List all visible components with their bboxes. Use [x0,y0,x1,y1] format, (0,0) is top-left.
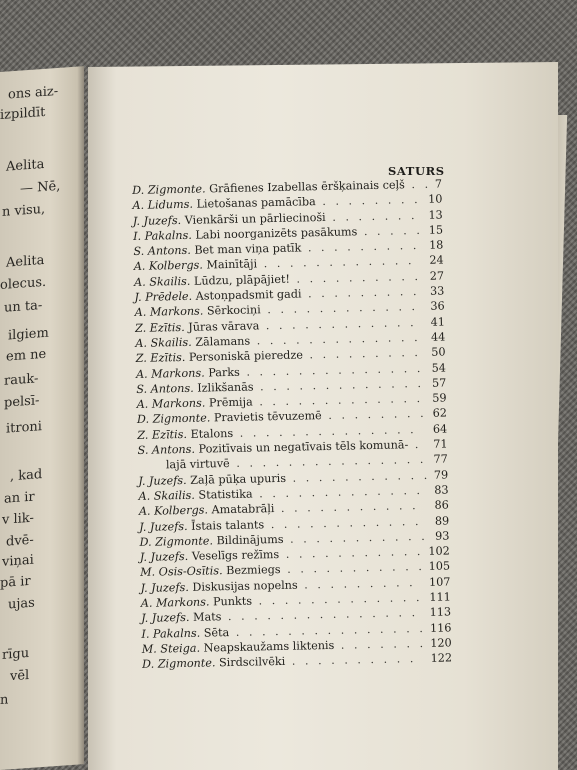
toc-entry-author: J. Juzefs. [139,519,188,534]
toc-entry-author: A. Markons. [136,396,206,412]
toc-entry-page: 24 [429,253,444,268]
toc-entry-page: 41 [430,315,446,329]
toc-leader-dots: . . [404,177,432,192]
toc-leader-dots: . . . . . . . . . . . . [257,254,415,271]
toc-leader-dots: . . . . . . . . . . . . . . . [229,453,427,471]
toc-leader-dots: . . . . . [357,223,424,239]
toc-entry-author: J. Juzefs. [140,611,190,626]
toc-leader-dots: . . . . . . . . . . . . . [253,376,425,394]
toc-leader-dots: . . . . . . . . . . . . . . [239,361,424,379]
left-page-line: an ir [4,489,35,507]
left-page-line: izpildīt [0,104,46,123]
left-page-line: olecus. [0,274,47,293]
toc-entry-page: 36 [430,299,445,314]
toc-entry-author: A. Markons. [135,366,205,381]
toc-entry-author: D. Zigmonte. [139,534,214,549]
toc-entry-author: A. Skailis. [138,488,196,503]
toc-entry-title: Etalons [190,426,234,441]
toc-entry-title: Jūras vārava [188,319,260,334]
toc-entry-title: Bezmiegs [226,563,281,578]
toc-entry-title: Veselīgs režīms [191,548,280,563]
toc-entry-page: 27 [429,269,445,283]
toc-entry-page: 44 [430,330,446,344]
left-page-line: ujas [8,595,35,613]
toc-entry-page: 93 [435,529,450,543]
toc-leader-dots: . . . . . . . . . . . . . . [232,422,417,440]
toc-entry-page: 64 [432,422,448,436]
toc-entry-title: Sirdscilvēki [218,655,286,670]
toc-leader-dots: . . . . . . . . . . . . [260,300,419,317]
toc-entry-page: 71 [433,437,448,451]
toc-leader-dots: . . . . . . . . . . . [279,545,424,562]
left-page-line: un ta- [4,298,43,316]
left-page-line: rīgu [2,645,30,663]
toc-entry-author: A. Skailis. [133,274,191,289]
toc-leader-dots: . . . . . . . . . . . . . [251,591,423,608]
toc-entry-author: Z. Ezītis. [137,427,188,442]
toc-entry-author: I. Pakalns. [141,626,201,641]
toc-entry-title: Parks [208,365,240,380]
toc-entry-page: 15 [428,223,444,237]
toc-entry-page: 77 [433,452,448,467]
toc-entry-author: A. Markons. [134,304,204,320]
toc-entry-title: Pravietis tēvuzemē [213,409,322,425]
toc-leader-dots: . . . . . . . . . . . [274,499,419,516]
toc-leader-dots: . . . . . . . . . . . . [259,315,417,333]
left-page-line: ons aiz- [8,83,59,103]
toc-leader-dots: . . . . . . . . . . . [283,529,428,546]
toc-entry-title: Lietošanas pamācība [196,195,316,211]
toc-entry-page: 116 [429,621,452,635]
toc-entry-page: 10 [428,192,443,207]
left-page-line: v lik- [2,510,34,528]
left-page-line: — Nē, [20,178,61,197]
toc-leader-dots: . . . . . . . . . . . . . [252,483,424,501]
toc-entry-author: J. Juzefs. [140,580,189,595]
left-page-line: dvē- [6,532,34,550]
toc-entry-page: 54 [431,361,447,375]
table-of-contents [132,177,452,673]
toc-entry-title: Mats [192,610,222,625]
toc-entry-title: Īstais talants [190,517,265,533]
left-page-line: n [0,692,9,708]
toc-entry-page: 122 [430,651,453,666]
left-page-line: Aelita [6,252,45,271]
toc-leader-dots: . . . . . . . . . . . . . . . [221,606,419,624]
toc-entry-page: 86 [434,498,449,512]
left-page-line: ilgiem [8,325,49,344]
toc-leader-dots: . . . . . . . . . [297,575,416,592]
toc-entry-author: D. Zigmonte. [136,411,211,427]
toc-entry-page: 102 [428,544,450,558]
toc-leader-dots: . . . . . . . . [315,193,421,209]
toc-entry-author: J. Juzefs. [132,213,182,228]
toc-entry-author: M. Steiga. [141,641,201,656]
left-page-line: viņai [2,552,34,570]
toc-entry-author: J. Prēdele. [134,289,193,305]
left-page-line: vēl [10,667,30,685]
toc-entry-title: Statistika [198,487,253,502]
toc-entry-author: A. Skailis. [135,335,192,350]
toc-entry-author: D. Zigmonte. [141,656,216,672]
toc-leader-dots: . . . . . . . . . . [289,269,422,286]
toc-entry-title: Izlikšanās [197,380,254,395]
toc-entry-title: Personiskā pieredze [188,348,304,365]
left-page [0,66,84,770]
left-page-line: Aelita [6,156,45,175]
toc-entry-author: A. Kolbergs. [133,259,204,274]
left-page-line: , kad [10,467,43,485]
toc-leader-dots: . . . . . . . . . . . . . . . [229,621,426,639]
toc-entry-page: 62 [432,406,448,421]
toc-entry-author: I. Pakalns. [132,228,193,243]
toc-entry-page: 79 [433,468,449,482]
toc-entry-page: 18 [428,238,444,252]
toc-entry-title: Amatabrāļi [211,502,275,517]
toc-leader-dots: . . . . . . . . . . . . [264,514,422,531]
toc-entry-author: A. Lidums. [132,198,194,213]
toc-entry-author: Z. Ezītis. [135,351,186,366]
toc-leader-dots: . . . . . . . . . [301,285,420,301]
toc-entry-title: Labi noorganizēts pasākums [195,225,358,242]
toc-entry-title: Zālamans [195,334,251,349]
toc-entry-page: 113 [429,605,452,620]
toc-entry-page: 57 [431,376,447,390]
left-page-line: itroni [6,419,42,437]
toc-entry-title: Mainītāji [206,257,258,272]
toc-entry-author: M. Osis-Osītis. [140,564,223,580]
toc-heading: SATURS [388,164,445,178]
toc-entry-title: Astoņpadsmit gadi [195,287,302,303]
toc-entry-author: D. Zigmonte. [132,182,206,197]
toc-entry-page: 59 [432,391,447,405]
left-page-line: pā ir [0,573,31,591]
toc-leader-dots: . . . . . . . . . . . [280,560,425,577]
toc-entry-page: 105 [428,559,451,574]
toc-entry-page: 89 [434,513,450,528]
toc-entry-title: Lūdzu, plāpājiet! [193,272,291,288]
toc-entry-page: 120 [430,636,452,650]
toc-leader-dots: . . . . . . . . . . . . . [250,330,421,348]
toc-entry-title: Punkts [212,594,253,609]
toc-leader-dots: . . . . . . . [334,636,427,652]
toc-leader-dots: . . . . . . . . . [301,239,420,255]
toc-entry-page: 111 [429,590,451,604]
toc-entry-title: Bet man viņa patīk [194,241,302,257]
toc-entry-page: 83 [434,483,449,497]
toc-entry-title: Pozitīvais un negatīvais tēls komunā- [198,438,409,456]
toc-entry-author: S. Antons. [137,442,196,457]
toc-entry-page: 13 [428,208,443,222]
toc-entry-author: J. Juzefs. [139,550,189,565]
toc-entry-author: Z. Ezītis. [134,320,185,335]
left-page-line: rauk- [4,371,39,389]
toc-entry-author: A. Markons. [140,595,210,610]
left-page-line: em ne [6,346,47,365]
toc-entry-page: 7 [434,177,443,191]
toc-entry-author: S. Antons. [136,381,194,396]
toc-entry-author: S. Antons. [133,243,191,259]
toc-entry-title: Prēmija [208,395,253,410]
toc-entry-title: Zaļā pūķa upuris [190,471,287,487]
toc-entry-title: lajā virtuvē [165,457,230,472]
toc-entry-author: J. Juzefs. [138,473,187,488]
toc-entry-page: 50 [431,345,446,360]
left-page-line: pelsī- [4,393,40,411]
toc-leader-dots: . . . . . . . . . . . . . [252,392,424,409]
toc-leader-dots: . . . . . . . . . . [285,652,417,669]
toc-leader-dots: . [408,438,422,452]
toc-entry-title: Vienkārši un pārliecinoši [184,210,326,227]
toc-entry-title: Diskusijas nopelns [192,578,298,594]
toc-entry-title: Neapskaužams liktenis [203,638,335,655]
toc-leader-dots: . . . . . . . [325,208,418,224]
toc-entry-title: Sēta [203,625,230,640]
toc-leader-dots: . . . . . . . . . . . [285,468,431,485]
toc-entry-title: Grāfienes Izabellas ēršķainais ceļš [208,178,405,196]
toc-entry-title: Bildinājums [216,532,284,548]
toc-entry-author: A. Kolbergs. [138,503,209,519]
toc-leader-dots: . . . . . . . . . [302,346,422,362]
toc-entry-page: 33 [429,284,445,298]
left-page-line: n visu, [2,201,46,220]
toc-entry-page: 107 [428,575,451,589]
toc-leader-dots: . . . . . . . . [321,407,427,423]
toc-entry-title: Sērkociņi [206,303,261,318]
